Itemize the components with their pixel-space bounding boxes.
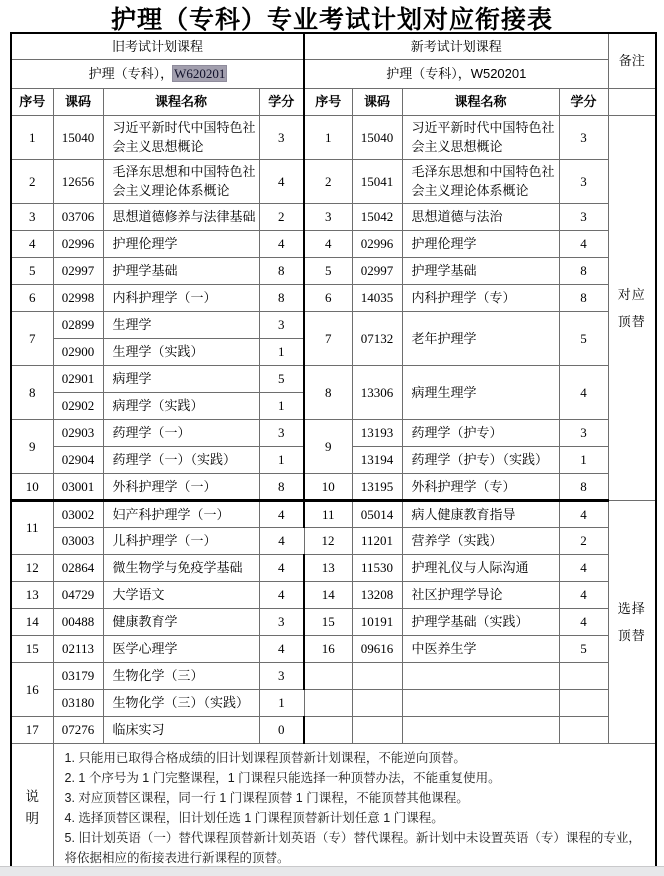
- course-name-cell: 药理学（一）（实践）: [103, 446, 259, 473]
- course-name-cell: 病理生理学: [402, 365, 559, 419]
- course-name-cell: 思想道德修养与法律基础: [103, 203, 259, 230]
- notes-cell: [53, 743, 656, 873]
- course-name-cell: 健康教育学: [103, 608, 259, 635]
- major-name-text: 护理（专科），: [88, 66, 174, 81]
- credit-cell: 0: [259, 716, 304, 743]
- seq-cell: 9: [304, 419, 352, 473]
- seq-cell: 11: [304, 500, 352, 527]
- course-code-cell: 03179: [53, 662, 103, 689]
- seq-cell: 5: [11, 257, 53, 284]
- column-header-cell: 课码: [53, 88, 103, 115]
- course-code-cell: 02864: [53, 554, 103, 581]
- credit-cell: 8: [559, 284, 608, 311]
- new-plan-header: 新考试计划课程: [304, 33, 608, 59]
- table-row: [11, 635, 656, 662]
- course-name-cell: 妇产科护理学（一）: [103, 500, 259, 527]
- credit-cell: 4: [259, 635, 304, 662]
- course-name-cell: 生物化学（三）（实践）: [103, 689, 259, 716]
- seq-cell: 1: [304, 115, 352, 159]
- credit-cell: 3: [259, 419, 304, 446]
- course-code-cell: [352, 689, 402, 716]
- course-name-cell: 中医养生学: [402, 635, 559, 662]
- seq-cell: 10: [304, 473, 352, 500]
- table-row: [11, 284, 656, 311]
- remark-header: 备注: [608, 33, 656, 88]
- seq-cell: 14: [11, 608, 53, 635]
- seq-cell: 9: [11, 419, 53, 473]
- course-name-cell: 外科护理学（一）: [103, 473, 259, 500]
- table-row: [11, 115, 656, 159]
- credit-cell: 4: [259, 230, 304, 257]
- column-header-cell: 学分: [259, 88, 304, 115]
- course-name-cell: 护理学基础: [402, 257, 559, 284]
- credit-cell: 3: [259, 311, 304, 338]
- course-name-cell: 儿科护理学（一）: [103, 527, 259, 554]
- course-name-cell: 毛泽东思想和中国特色社会主义理论体系概论: [103, 159, 259, 203]
- table-row: [11, 419, 656, 446]
- seq-cell: 13: [11, 581, 53, 608]
- credit-cell: 1: [259, 338, 304, 365]
- note-line: 1. 只能用已取得合格成绩的旧计划课程顶替新计划课程，不能逆向顶替。: [64, 750, 466, 765]
- table-row: [11, 527, 656, 554]
- course-code-cell: 09616: [352, 635, 402, 662]
- seq-cell: 11: [11, 500, 53, 554]
- table-row: [11, 203, 656, 230]
- course-name-cell: [402, 689, 559, 716]
- course-code-cell: 00488: [53, 608, 103, 635]
- correspondence-table: [10, 32, 657, 874]
- seq-cell: [304, 662, 352, 689]
- course-code-cell: 02901: [53, 365, 103, 392]
- course-code-cell: 12656: [53, 159, 103, 203]
- credit-cell: 3: [559, 159, 608, 203]
- seq-cell: 12: [11, 554, 53, 581]
- course-code-cell: 02904: [53, 446, 103, 473]
- table-row: [11, 500, 656, 527]
- credit-cell: 4: [259, 527, 304, 554]
- notes-row: [11, 743, 656, 873]
- course-code-cell: 14035: [352, 284, 402, 311]
- table-row: [11, 554, 656, 581]
- column-header-cell: 课程名称: [103, 88, 259, 115]
- course-name-cell: 外科护理学（专）: [402, 473, 559, 500]
- seq-cell: 15: [11, 635, 53, 662]
- credit-cell: 2: [559, 527, 608, 554]
- highlighted-major-code: W620201: [174, 66, 226, 81]
- course-name-cell: 毛泽东思想和中国特色社会主义理论体系概论: [402, 159, 559, 203]
- table-row: [11, 473, 656, 500]
- course-code-cell: 04729: [53, 581, 103, 608]
- course-name-cell: 内科护理学（专）: [402, 284, 559, 311]
- note-line: 4. 选择顶替区课程，旧计划任选 1 门课程顶替新计划任意 1 门课程。: [64, 810, 444, 825]
- seq-cell: [304, 689, 352, 716]
- credit-cell: 1: [259, 392, 304, 419]
- course-code-cell: 02113: [53, 635, 103, 662]
- course-name-cell: 护理伦理学: [402, 230, 559, 257]
- credit-cell: 4: [559, 365, 608, 419]
- credit-cell: 5: [559, 635, 608, 662]
- course-code-cell: 03003: [53, 527, 103, 554]
- table-body: [11, 33, 656, 873]
- table-row: [11, 581, 656, 608]
- seq-cell: 10: [11, 473, 53, 500]
- credit-cell: 1: [559, 446, 608, 473]
- table-row: [11, 230, 656, 257]
- seq-cell: 13: [304, 554, 352, 581]
- column-header-cell: 序号: [11, 88, 53, 115]
- table-row: [11, 159, 656, 203]
- course-name-cell: 病理学（实践）: [103, 392, 259, 419]
- course-code-cell: 02998: [53, 284, 103, 311]
- credit-cell: 5: [259, 365, 304, 392]
- course-code-cell: [352, 716, 402, 743]
- course-code-cell: 02996: [352, 230, 402, 257]
- credit-cell: [559, 716, 608, 743]
- credit-cell: 3: [259, 662, 304, 689]
- seq-cell: 16: [11, 662, 53, 716]
- course-code-cell: 13195: [352, 473, 402, 500]
- seq-cell: [304, 716, 352, 743]
- course-code-cell: 15041: [352, 159, 402, 203]
- course-name-cell: 思想道德与法治: [402, 203, 559, 230]
- course-code-cell: 02900: [53, 338, 103, 365]
- course-name-cell: 病人健康教育指导: [402, 500, 559, 527]
- credit-cell: 8: [259, 257, 304, 284]
- seq-cell: 6: [11, 284, 53, 311]
- seq-cell: 8: [11, 365, 53, 419]
- seq-cell: 12: [304, 527, 352, 554]
- course-code-cell: 03001: [53, 473, 103, 500]
- credit-cell: 4: [559, 608, 608, 635]
- course-code-cell: 11201: [352, 527, 402, 554]
- credit-cell: 1: [259, 446, 304, 473]
- seq-cell: 3: [304, 203, 352, 230]
- table-row: [11, 689, 656, 716]
- credit-cell: 3: [559, 115, 608, 159]
- course-name-cell: 护理礼仪与人际沟通: [402, 554, 559, 581]
- credit-cell: 8: [259, 284, 304, 311]
- seq-cell: 7: [304, 311, 352, 365]
- credit-cell: 4: [259, 500, 304, 527]
- credit-cell: 3: [559, 203, 608, 230]
- course-code-cell: 11530: [352, 554, 402, 581]
- course-name-cell: 生理学: [103, 311, 259, 338]
- seq-cell: 14: [304, 581, 352, 608]
- course-code-cell: 13208: [352, 581, 402, 608]
- course-code-cell: 02903: [53, 419, 103, 446]
- seq-cell: 8: [304, 365, 352, 419]
- seq-cell: 6: [304, 284, 352, 311]
- column-header-cell: 序号: [304, 88, 352, 115]
- table-row: [11, 608, 656, 635]
- course-name-cell: 病理学: [103, 365, 259, 392]
- table-header-row: [11, 88, 656, 115]
- seq-cell: 4: [11, 230, 53, 257]
- credit-cell: 8: [259, 473, 304, 500]
- remark-elective: 选择 顶替: [608, 500, 656, 743]
- course-name-cell: 习近平新时代中国特色社会主义思想概论: [103, 115, 259, 159]
- course-name-cell: 临床实习: [103, 716, 259, 743]
- page-title: 护理（专科）专业考试计划对应衔接表: [110, 7, 553, 34]
- course-name-cell: [402, 716, 559, 743]
- course-code-cell: 02899: [53, 311, 103, 338]
- course-code-cell: 02997: [53, 257, 103, 284]
- course-name-cell: 药理学（一）: [103, 419, 259, 446]
- course-name-cell: 老年护理学: [402, 311, 559, 365]
- course-code-cell: 15042: [352, 203, 402, 230]
- seq-cell: 7: [11, 311, 53, 365]
- course-name-cell: 医学心理学: [103, 635, 259, 662]
- table-row: [11, 365, 656, 392]
- seq-cell: 15: [304, 608, 352, 635]
- course-code-cell: [352, 662, 402, 689]
- page-bottom-edge: [0, 866, 664, 876]
- credit-cell: 5: [559, 311, 608, 365]
- seq-cell: 5: [304, 257, 352, 284]
- old-major-cell: [11, 59, 304, 88]
- credit-cell: 3: [259, 608, 304, 635]
- seq-cell: 1: [11, 115, 53, 159]
- table-row: [11, 311, 656, 338]
- course-name-cell: 营养学（实践）: [402, 527, 559, 554]
- credit-cell: 4: [559, 500, 608, 527]
- course-code-cell: 13193: [352, 419, 402, 446]
- course-code-cell: 07276: [53, 716, 103, 743]
- note-line: 3. 对应顶替区课程，同一行 1 门课程顶替 1 门课程，不能顶替其他课程。: [64, 790, 469, 805]
- course-name-cell: 大学语文: [103, 581, 259, 608]
- old-plan-header: 旧考试计划课程: [11, 33, 304, 59]
- credit-cell: 4: [259, 554, 304, 581]
- column-header-cell: 课码: [352, 88, 402, 115]
- course-name-cell: [402, 662, 559, 689]
- seq-cell: 17: [11, 716, 53, 743]
- course-code-cell: 05014: [352, 500, 402, 527]
- course-code-cell: 13306: [352, 365, 402, 419]
- credit-cell: 4: [559, 230, 608, 257]
- course-name-cell: 社区护理学导论: [402, 581, 559, 608]
- course-name-cell: 护理伦理学: [103, 230, 259, 257]
- course-code-cell: 02902: [53, 392, 103, 419]
- note-line: 2. 1 个序号为 1 门完整课程，1 门课程只能选择一种顶替办法，不能重复使用。: [64, 770, 501, 785]
- credit-cell: 4: [559, 554, 608, 581]
- credit-cell: 8: [559, 257, 608, 284]
- course-name-cell: 护理学基础: [103, 257, 259, 284]
- course-name-cell: 生理学（实践）: [103, 338, 259, 365]
- remark-correspond: 对应 顶替: [608, 115, 656, 500]
- course-code-cell: 03180: [53, 689, 103, 716]
- seq-cell: 3: [11, 203, 53, 230]
- credit-cell: 4: [259, 581, 304, 608]
- table-row: [11, 257, 656, 284]
- course-name-cell: 生物化学（三）: [103, 662, 259, 689]
- note-line: 5. 旧计划英语（一）替代课程顶替新计划英语（专）替代课程。新计划中未设置英语（专）课程的专业，将依据相应的衔接表进行新课程的顶替。: [64, 830, 641, 865]
- seq-cell: 2: [304, 159, 352, 203]
- table-row: [11, 662, 656, 689]
- credit-cell: 1: [259, 689, 304, 716]
- column-header-cell: [608, 88, 656, 115]
- credit-cell: 8: [559, 473, 608, 500]
- credit-cell: 4: [559, 581, 608, 608]
- course-code-cell: 10191: [352, 608, 402, 635]
- course-name-cell: 护理学基础（实践）: [402, 608, 559, 635]
- credit-cell: 3: [259, 115, 304, 159]
- notes-label: 说 明: [11, 743, 53, 873]
- credit-cell: 4: [259, 159, 304, 203]
- course-code-cell: 03002: [53, 500, 103, 527]
- new-major-cell: 护理（专科），W520201: [304, 59, 608, 88]
- course-code-cell: 02996: [53, 230, 103, 257]
- column-header-cell: 学分: [559, 88, 608, 115]
- course-name-cell: 微生物学与免疫学基础: [103, 554, 259, 581]
- course-name-cell: 习近平新时代中国特色社会主义思想概论: [402, 115, 559, 159]
- course-name-cell: 药理学（护专）（实践）: [402, 446, 559, 473]
- table-header-row: [11, 59, 656, 88]
- course-code-cell: 02997: [352, 257, 402, 284]
- credit-cell: 3: [559, 419, 608, 446]
- course-code-cell: 15040: [53, 115, 103, 159]
- course-name-cell: 药理学（护专）: [402, 419, 559, 446]
- credit-cell: [559, 662, 608, 689]
- column-header-cell: 课程名称: [402, 88, 559, 115]
- seq-cell: 16: [304, 635, 352, 662]
- seq-cell: 4: [304, 230, 352, 257]
- table-row: [11, 716, 656, 743]
- credit-cell: 2: [259, 203, 304, 230]
- course-code-cell: 15040: [352, 115, 402, 159]
- course-code-cell: 03706: [53, 203, 103, 230]
- table-header-row: [11, 33, 656, 59]
- seq-cell: 2: [11, 159, 53, 203]
- course-code-cell: 13194: [352, 446, 402, 473]
- credit-cell: [559, 689, 608, 716]
- course-name-cell: 内科护理学（一）: [103, 284, 259, 311]
- course-code-cell: 07132: [352, 311, 402, 365]
